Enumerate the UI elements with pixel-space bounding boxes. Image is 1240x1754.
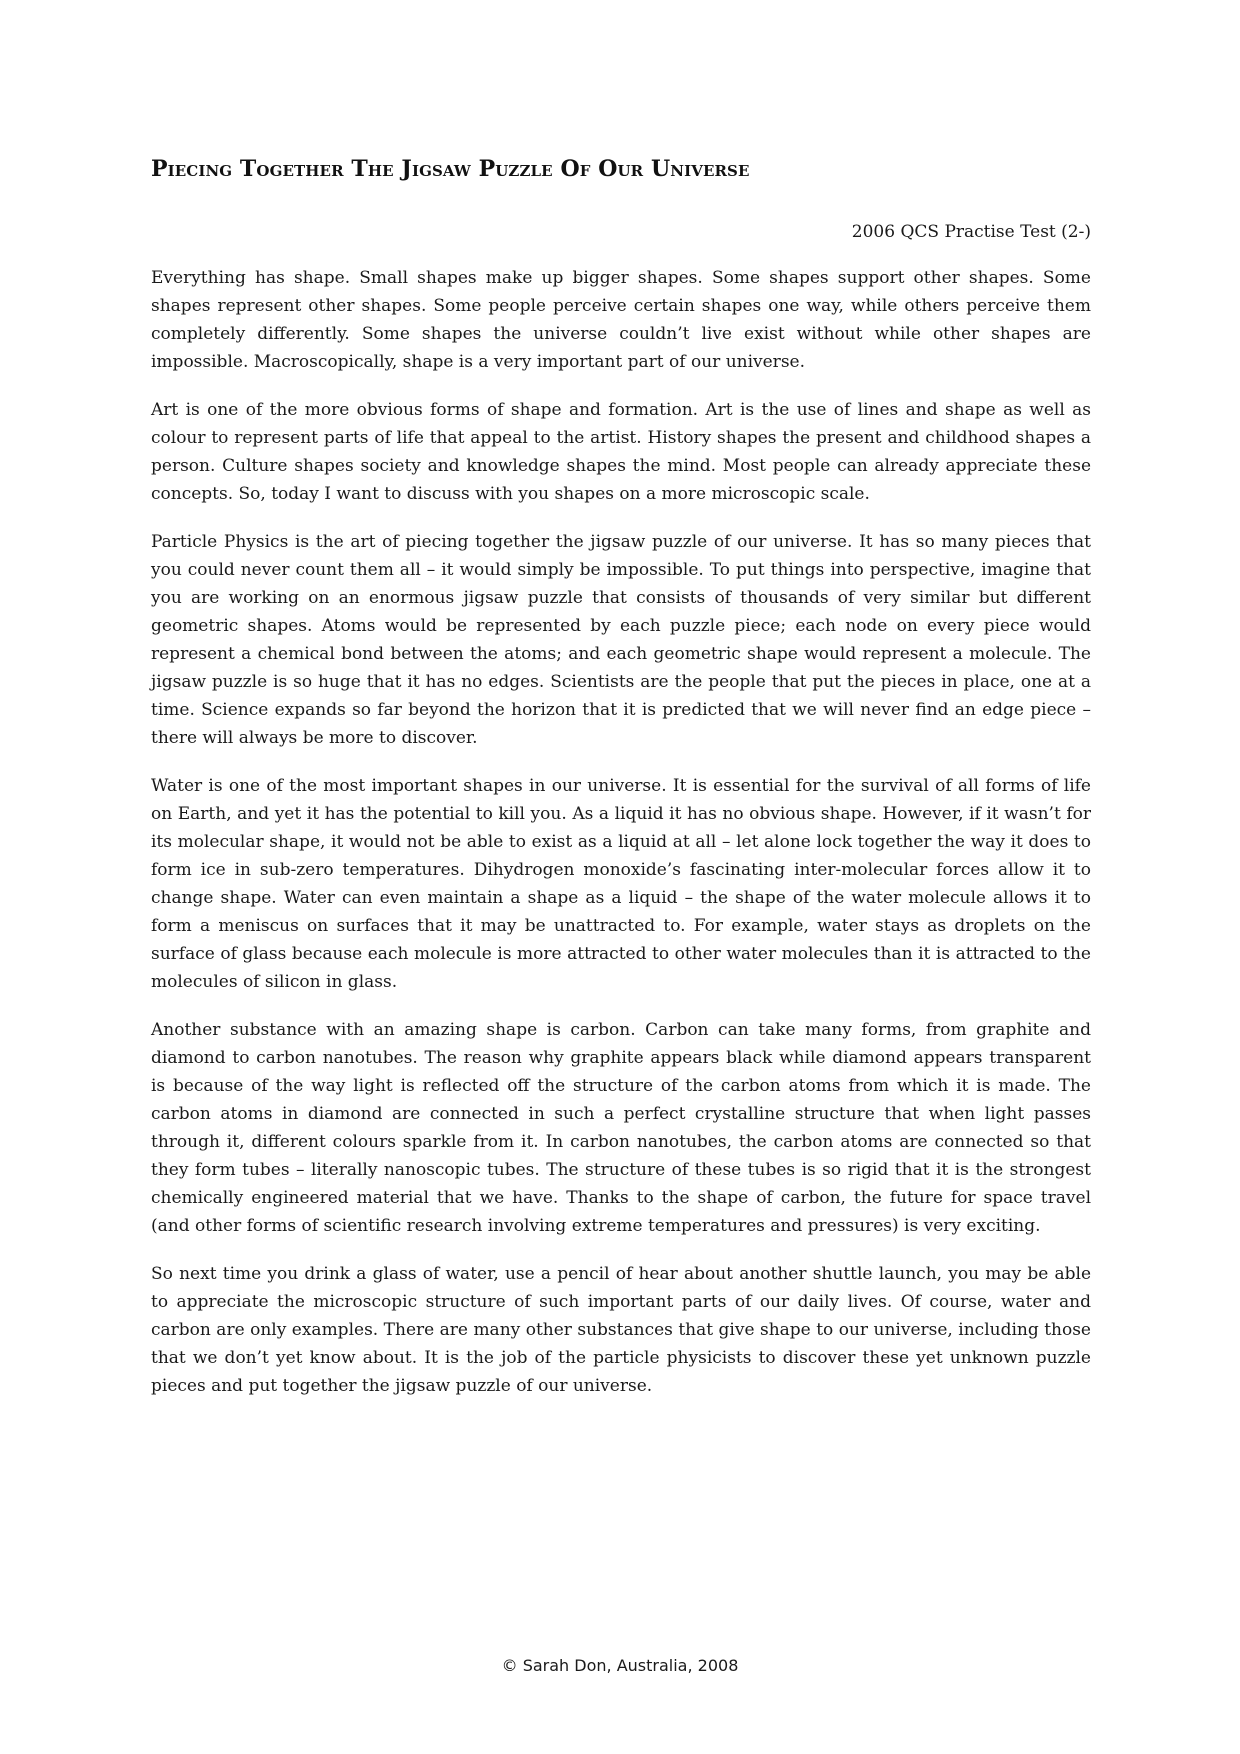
document-body [151, 264, 1091, 1400]
paragraph-6: So next time you drink a glass of water, use a pencil of hear about another shuttle launch, you may be able to appreciate the microscopic structure of such important parts of our daily lives. Of course, water and carbon are only examples. There are many other substances that give shape to our universe, including those that we don’t yet know about. It is the job of the particle physicists to discover these yet unknown puzzle pieces and put together the jigsaw puzzle of our universe. [151, 1264, 1091, 1396]
copyright-footer: © Sarah Don, Australia, 2008 [501, 1656, 739, 1675]
document-title: Piecing Together The Jigsaw Puzzle Of Our Universe [151, 156, 750, 182]
paragraph-2: Art is one of the more obvious forms of shape and formation. Art is the use of lines and shape as well as colour to represent parts of life that appeal to the artist. History shapes the present and childhood shapes a person. Culture shapes society and knowledge shapes the mind. Most people can already appreciate these concepts. So, today I want to discuss with you shapes on a more microscopic scale. [151, 400, 1091, 504]
paragraph-1: Everything has shape. Small shapes make up bigger shapes. Some shapes support other shapes. Some shapes represent other shapes. Some people perceive certain shapes one way, while others perceive them completely differently. Some shapes the universe couldn’t live exist without while other shapes are impossible. Macroscopically, shape is a very important part of our universe. [151, 268, 1091, 372]
paragraph-3: Particle Physics is the art of piecing together the jigsaw puzzle of our universe. It has so many pieces that you could never count them all – it would simply be impossible. To put things into perspective, imagine that you are working on an enormous jigsaw puzzle that consists of thousands of very similar but different geometric shapes. Atoms would be represented by each puzzle piece; each node on every piece would represent a chemical bond between the atoms; and each geometric shape would represent a molecule. The jigsaw puzzle is so huge that it has no edges. Scientists are the people that put the pieces in place, one at a time. Science expands so far beyond the horizon that it is predicted that we will never find an edge piece – there will always be more to discover. [151, 532, 1091, 748]
paragraph-5: Another substance with an amazing shape is carbon. Carbon can take many forms, from graphite and diamond to carbon nanotubes. The reason why graphite appears black while diamond appears transparent is because of the way light is reflected off the structure of the carbon atoms from which it is made. The carbon atoms in diamond are connected in such a perfect crystalline structure that when light passes through it, different colours sparkle from it. In carbon nanotubes, the carbon atoms are connected so that they form tubes – literally nanoscopic tubes. The structure of these tubes is so rigid that it is the strongest chemically engineered material that we have. Thanks to the shape of carbon, the future for space travel (and other forms of scientific research involving extreme temperatures and pressures) is very exciting. [151, 1020, 1091, 1236]
document-subtitle: 2006 QCS Practise Test (2-) [851, 222, 1091, 242]
paragraph-4: Water is one of the most important shapes in our universe. It is essential for the survival of all forms of life on Earth, and yet it has the potential to kill you. As a liquid it has no obvious shape. However, if it wasn’t for its molecular shape, it would not be able to exist as a liquid at all – let alone lock together the way it does to form ice in sub-zero temperatures. Dihydrogen monoxide’s fascinating inter-molecular forces allow it to change shape. Water can even maintain a shape as a liquid – the shape of the water molecule allows it to form a meniscus on surfaces that it may be unattracted to. For example, water stays as droplets on the surface of glass because each molecule is more attracted to other water molecules than it is attracted to the molecules of silicon in glass. [151, 776, 1091, 992]
document-content [151, 150, 1091, 1420]
